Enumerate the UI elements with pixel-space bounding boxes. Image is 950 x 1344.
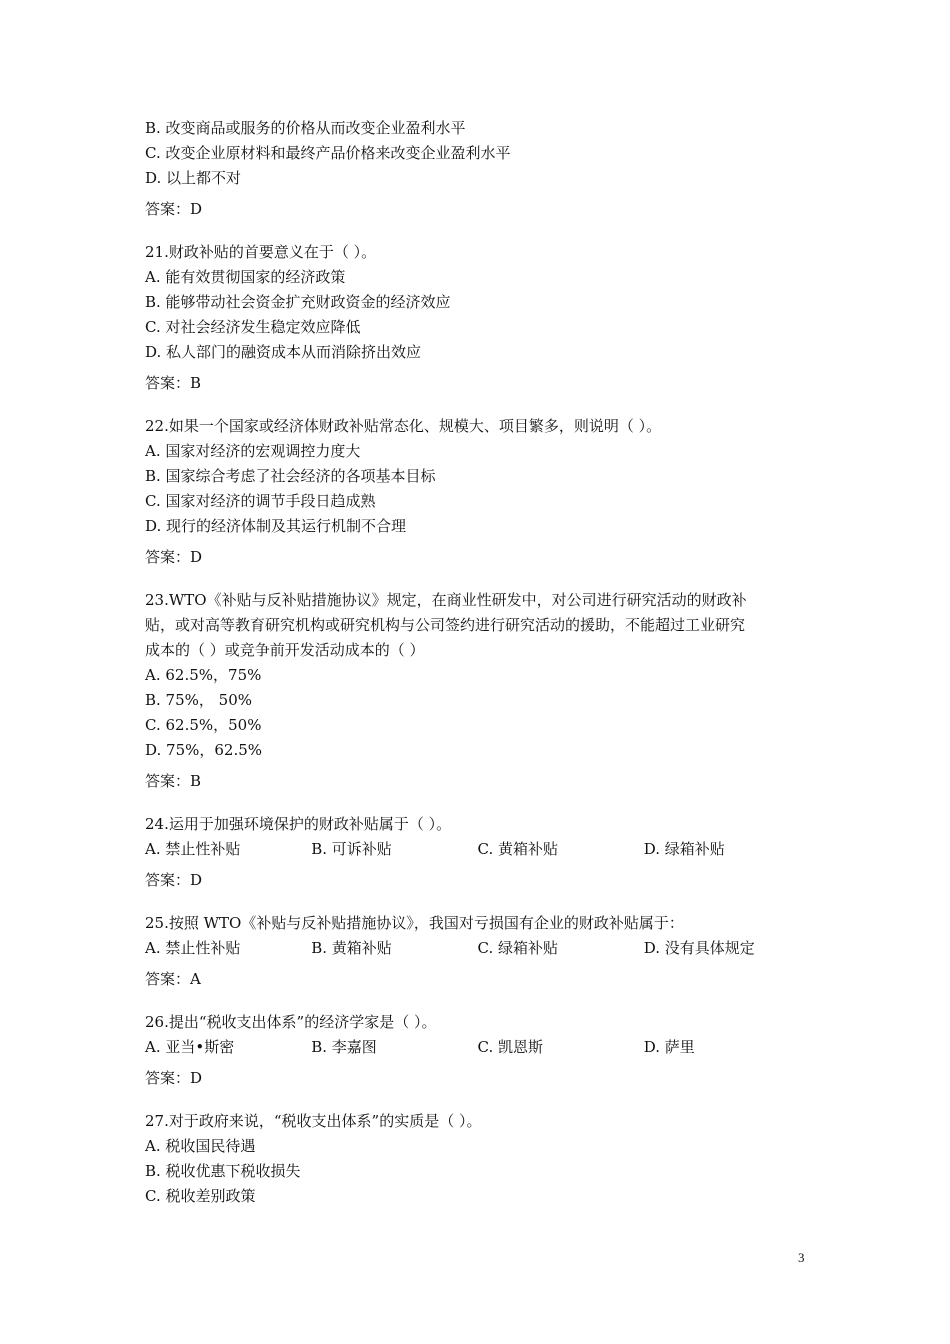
answer: 答案：D (145, 871, 203, 889)
question-continued (145, 116, 810, 222)
option-c: C. 税收差别政策 (145, 1187, 256, 1205)
option-b: B. 能够带动社会资金扩充财政资金的经济效应 (145, 293, 451, 311)
options-row (145, 837, 810, 862)
option-d: D. 私人部门的融资成本从而消除挤出效应 (145, 343, 422, 361)
question-24 (145, 812, 810, 893)
question-text: 24.运用于加强环境保护的财政补贴属于（ ）。 (145, 815, 452, 833)
question-text-line-1: 23.WTO《补贴与反补贴措施协议》规定，在商业性研发中，对公司进行研究活动的财政补 (145, 591, 747, 609)
question-23 (145, 588, 810, 794)
option-c: C. 绿箱补贴 (477, 939, 558, 957)
question-27 (145, 1109, 810, 1209)
answer: 答案：B (145, 374, 202, 392)
question-25 (145, 911, 810, 992)
option-a: A. 国家对经济的宏观调控力度大 (145, 442, 361, 460)
option-d: D. 没有具体规定 (643, 939, 755, 957)
option-d: D. 绿箱补贴 (643, 840, 725, 858)
options-row (145, 936, 810, 961)
document-page (145, 116, 810, 1209)
question-21 (145, 240, 810, 396)
options-row (145, 1035, 810, 1060)
answer: 答案：A (145, 970, 201, 988)
option-d: D. 以上都不对 (145, 169, 242, 187)
option-a: A. 税收国民待遇 (145, 1137, 256, 1155)
question-text: 26.提出“税收支出体系”的经济学家是（ ）。 (145, 1013, 437, 1031)
option-c: C. 62.5%，50% (145, 716, 262, 734)
option-b: B. 李嘉图 (311, 1038, 377, 1056)
question-text-line-2: 贴，或对高等教育研究机构或研究机构与公司签约进行研究活动的援助，不能超过工业研究 (145, 616, 746, 634)
option-a: A. 禁止性补贴 (145, 840, 241, 858)
question-text: 22.如果一个国家或经济体财政补贴常态化、规模大、项目繁多，则说明（ ）。 (145, 417, 662, 435)
option-c: C. 对社会经济发生稳定效应降低 (145, 318, 361, 336)
question-text: 27.对于政府来说，“税收支出体系”的实质是（ ）。 (145, 1112, 482, 1130)
option-b: B. 税收优惠下税收损失 (145, 1162, 301, 1180)
option-d: D. 现行的经济体制及其运行机制不合理 (145, 517, 407, 535)
option-a: A. 禁止性补贴 (145, 939, 241, 957)
page-number: 3 (798, 1250, 805, 1265)
option-d: D. 萨里 (643, 1038, 695, 1056)
option-a: A. 亚当•斯密 (145, 1038, 235, 1056)
answer: 答案：D (145, 200, 203, 218)
option-c: C. 凯恩斯 (477, 1038, 543, 1056)
question-text: 25.按照 WTO《补贴与反补贴措施协议》，我国对亏损国有企业的财政补贴属于： (145, 914, 684, 932)
option-a: A. 能有效贯彻国家的经济政策 (145, 268, 346, 286)
question-text-line-3: 成本的（ ）或竞争前开发活动成本的（ ） (145, 641, 425, 659)
question-22 (145, 414, 810, 570)
question-26 (145, 1010, 810, 1091)
option-c: C. 改变企业原材料和最终产品价格来改变企业盈利水平 (145, 144, 511, 162)
option-b: B. 黄箱补贴 (311, 939, 392, 957)
question-text: 21.财政补贴的首要意义在于（ ）。 (145, 243, 377, 261)
option-c: C. 国家对经济的调节手段日趋成熟 (145, 492, 376, 510)
answer: 答案：B (145, 772, 202, 790)
option-b: B. 75%， 50% (145, 691, 253, 709)
answer: 答案：D (145, 548, 203, 566)
option-b: B. 国家综合考虑了社会经济的各项基本目标 (145, 467, 436, 485)
option-b: B. 改变商品或服务的价格从而改变企业盈利水平 (145, 119, 466, 137)
option-b: B. 可诉补贴 (311, 840, 392, 858)
option-d: D. 75%，62.5% (145, 741, 263, 759)
option-a: A. 62.5%，75% (145, 666, 262, 684)
answer: 答案：D (145, 1069, 203, 1087)
option-c: C. 黄箱补贴 (477, 840, 558, 858)
